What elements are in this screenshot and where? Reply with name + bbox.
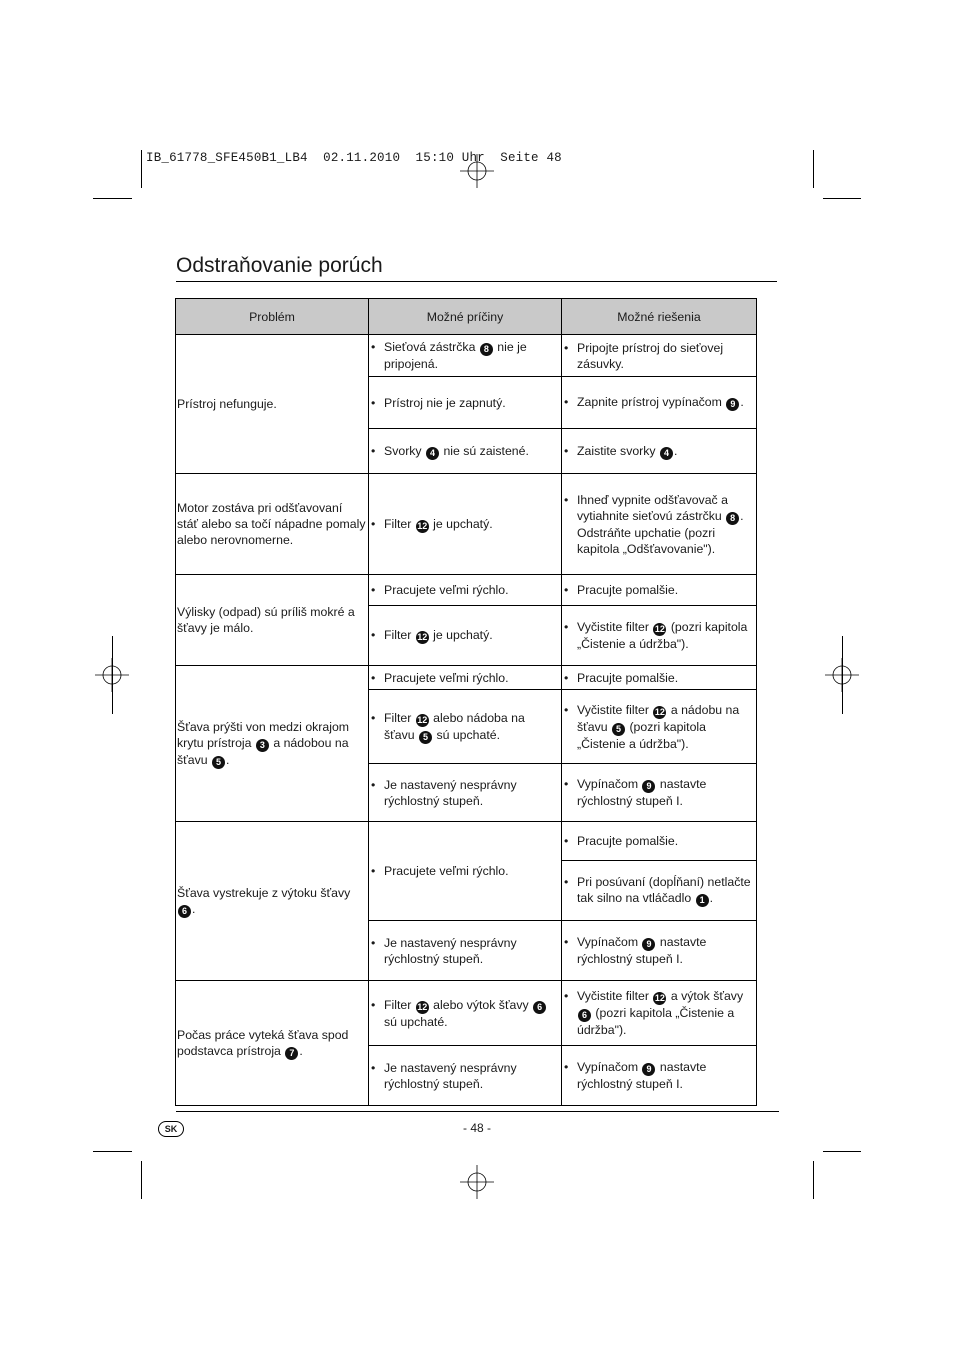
ref-number-icon: 1 bbox=[696, 894, 709, 907]
page-title: Odstraňovanie porúch bbox=[176, 254, 383, 277]
ref-number-icon: 5 bbox=[612, 723, 625, 736]
solution-text: Pracujte pomalšie. bbox=[577, 583, 679, 597]
problem-text: Šťava vystrekuje z výtoku šťavy 6 . bbox=[177, 885, 351, 916]
bullet: • bbox=[371, 583, 376, 597]
print-slug: IB_61778_SFE450B1_LB4 02.11.2010 15:10 Uhr Seite 48 bbox=[146, 151, 562, 165]
problem-cell bbox=[176, 474, 369, 575]
bullet: • bbox=[371, 670, 376, 685]
ref-number-icon: 5 bbox=[419, 731, 432, 744]
table-row bbox=[176, 335, 757, 377]
cause-text: Pracujete veľmi rýchlo. bbox=[384, 864, 509, 878]
table-row bbox=[176, 822, 757, 861]
column-header-problem: Problém bbox=[176, 299, 369, 335]
ref-number-icon: 4 bbox=[426, 447, 439, 460]
ref-number-icon: 12 bbox=[654, 624, 665, 634]
bullet: • bbox=[564, 875, 569, 889]
problem-cell bbox=[176, 981, 369, 1106]
registration-mark-icon bbox=[460, 1165, 494, 1199]
bullet: • bbox=[564, 492, 569, 507]
solution-cell bbox=[562, 822, 757, 861]
table-row bbox=[176, 575, 757, 606]
ref-number-icon: 4 bbox=[660, 447, 673, 460]
crop-mark bbox=[93, 1151, 132, 1152]
solution-cell bbox=[562, 474, 757, 575]
cause-text: Sieťová zástrčka 8 nie je pripojená. bbox=[384, 340, 527, 371]
cause-text: Je nastavený nesprávny rýchlostný stupeň. bbox=[384, 1060, 517, 1091]
cause-cell bbox=[369, 764, 562, 822]
bullet: • bbox=[371, 997, 376, 1012]
cause-cell bbox=[369, 606, 562, 666]
solution-text: Vypínačom 9 nastavte rýchlostný stupeň I. bbox=[577, 777, 707, 808]
cause-text: Filter 12 alebo nádoba na šťavu 5 sú upchaté. bbox=[384, 710, 525, 742]
bullet: • bbox=[371, 864, 376, 878]
ref-number-icon: 12 bbox=[417, 632, 428, 642]
cause-text: Svorky 4 nie sú zaistené. bbox=[384, 443, 529, 458]
cause-cell bbox=[369, 1046, 562, 1106]
solution-text: Ihneď vypnite odšťavovač a vytiahnite sieťovú zástrčku 8 . Odstráňte upchatie (pozri kapitola „Odšťavovanie"). bbox=[577, 492, 744, 556]
crop-mark bbox=[141, 150, 142, 188]
cause-text: Filter 12 je upchatý. bbox=[384, 516, 493, 531]
solution-text: Vypínačom 9 nastavte rýchlostný stupeň I. bbox=[577, 935, 707, 966]
solution-text: Vypínačom 9 nastavte rýchlostný stupeň I. bbox=[577, 1060, 707, 1091]
solution-text: Pri posúvaní (dopĺňaní) netlačte tak silno na vtláčadlo 1 . bbox=[577, 875, 751, 905]
ref-number-icon: 9 bbox=[642, 1063, 655, 1076]
bullet: • bbox=[564, 702, 569, 717]
column-header-causes: Možné príčiny bbox=[369, 299, 562, 335]
cause-cell bbox=[369, 981, 562, 1046]
problem-cell bbox=[176, 822, 369, 981]
crop-mark bbox=[813, 150, 814, 188]
language-badge: SK bbox=[158, 1121, 184, 1137]
problem-cell bbox=[176, 575, 369, 666]
solution-text: Pracujte pomalšie. bbox=[577, 670, 679, 685]
solution-text: Pripojte prístroj do sieťovej zásuvky. bbox=[577, 340, 724, 371]
problem-text: Výlisky (odpad) sú príliš mokré a šťavy je málo. bbox=[177, 605, 355, 635]
bullet: • bbox=[564, 935, 569, 949]
problem-text: Šťava prýšti von medzi okrajom krytu prístroja 3 a nádobou na šťavu 5 . bbox=[177, 719, 350, 767]
solution-cell bbox=[562, 764, 757, 822]
ref-number-icon: 9 bbox=[642, 780, 655, 793]
solution-cell bbox=[562, 606, 757, 666]
crop-mark bbox=[141, 1161, 142, 1199]
solution-cell bbox=[562, 377, 757, 429]
cause-cell bbox=[369, 377, 562, 429]
solution-text: Zaistite svorky 4 . bbox=[577, 443, 678, 458]
crop-mark bbox=[813, 1161, 814, 1199]
registration-mark-icon bbox=[460, 154, 494, 188]
table-row bbox=[176, 981, 757, 1046]
bullet: • bbox=[564, 989, 569, 1003]
solution-cell bbox=[562, 335, 757, 377]
cause-cell bbox=[369, 429, 562, 474]
ref-number-icon: 6 bbox=[178, 905, 191, 918]
cause-cell bbox=[369, 921, 562, 981]
cause-cell bbox=[369, 690, 562, 764]
ref-number-icon: 6 bbox=[578, 1009, 591, 1022]
cause-cell bbox=[369, 666, 562, 690]
column-header-solutions: Možné riešenia bbox=[562, 299, 757, 335]
bullet: • bbox=[564, 834, 569, 848]
ref-number-icon: 12 bbox=[654, 993, 665, 1003]
solution-cell bbox=[562, 575, 757, 606]
problem-cell bbox=[176, 666, 369, 822]
solution-cell bbox=[562, 429, 757, 474]
bullet: • bbox=[371, 1060, 376, 1075]
ref-number-icon: 8 bbox=[480, 343, 493, 356]
solution-text: Pracujte pomalšie. bbox=[577, 834, 679, 848]
ref-number-icon: 5 bbox=[212, 756, 225, 769]
crop-mark bbox=[842, 636, 843, 714]
bullet: • bbox=[371, 516, 376, 531]
bullet: • bbox=[371, 443, 376, 458]
cause-text: Filter 12 alebo výtok šťavy 6 sú upchaté. bbox=[384, 997, 558, 1030]
solution-text: Vyčistite filter 12 (pozri kapitola „Čistenie a údržba"). bbox=[577, 620, 748, 651]
bullet: • bbox=[564, 583, 569, 597]
problem-text: Motor zostáva pri odšťavovaní stáť alebo sa točí nápadne pomaly alebo nerovnomerne. bbox=[177, 501, 366, 547]
ref-number-icon: 12 bbox=[417, 714, 428, 725]
crop-mark bbox=[823, 1151, 861, 1152]
cause-cell bbox=[369, 822, 562, 921]
cause-text: Je nastavený nesprávny rýchlostný stupeň. bbox=[384, 777, 517, 808]
bullet: • bbox=[371, 340, 376, 354]
cause-text: Filter 12 je upchatý. bbox=[384, 628, 493, 642]
crop-mark bbox=[112, 636, 113, 714]
bullet: • bbox=[564, 620, 569, 634]
bullet: • bbox=[371, 935, 376, 950]
table-row bbox=[176, 474, 757, 575]
solution-text: Vyčistite filter 12 a nádobu na šťavu 5 (pozri kapitola „Čistenie a údržba"). bbox=[577, 702, 740, 751]
ref-number-icon: 6 bbox=[533, 1001, 546, 1014]
ref-number-icon: 12 bbox=[417, 520, 428, 531]
bullet: • bbox=[371, 710, 376, 725]
solution-text: Zapnite prístroj vypínačom 9 . bbox=[577, 395, 744, 409]
crop-mark bbox=[93, 198, 132, 199]
cause-cell bbox=[369, 575, 562, 606]
cause-text: Je nastavený nesprávny rýchlostný stupeň. bbox=[384, 935, 517, 966]
bullet: • bbox=[564, 443, 569, 458]
problem-cell bbox=[176, 335, 369, 474]
solution-cell bbox=[562, 690, 757, 764]
ref-number-icon: 7 bbox=[285, 1047, 298, 1060]
bullet: • bbox=[564, 340, 569, 355]
bullet: • bbox=[371, 777, 376, 792]
bullet: • bbox=[564, 777, 569, 791]
bullet: • bbox=[564, 395, 569, 409]
bullet: • bbox=[564, 670, 569, 685]
table-row bbox=[176, 666, 757, 690]
bullet: • bbox=[564, 1060, 569, 1074]
footer-divider bbox=[176, 1111, 779, 1112]
cause-cell bbox=[369, 474, 562, 575]
solution-cell bbox=[562, 861, 757, 921]
solution-cell bbox=[562, 981, 757, 1046]
cause-text: Pracujete veľmi rýchlo. bbox=[384, 583, 509, 597]
crop-mark bbox=[823, 198, 861, 199]
bullet: • bbox=[371, 395, 376, 410]
problem-text: Prístroj nefunguje. bbox=[177, 397, 277, 411]
solution-cell bbox=[562, 921, 757, 981]
bullet: • bbox=[371, 628, 376, 642]
cause-cell bbox=[369, 335, 562, 377]
ref-number-icon: 8 bbox=[726, 512, 739, 525]
ref-number-icon: 3 bbox=[256, 739, 269, 752]
page-number: - 48 - bbox=[462, 1121, 491, 1135]
solution-text: Vyčistite filter 12 a výtok šťavy 6 (pozri kapitola „Čistenie a údržba"). bbox=[577, 989, 744, 1037]
solution-cell bbox=[562, 1046, 757, 1106]
title-divider bbox=[176, 281, 777, 282]
ref-number-icon: 9 bbox=[642, 938, 655, 951]
troubleshooting-table bbox=[175, 298, 757, 1106]
ref-number-icon: 12 bbox=[417, 1001, 428, 1012]
problem-text: Počas práce vyteká šťava spod podstavca prístroja 7 . bbox=[177, 1027, 349, 1058]
ref-number-icon: 9 bbox=[726, 398, 739, 411]
table-header-row bbox=[176, 299, 757, 335]
solution-cell bbox=[562, 666, 757, 690]
ref-number-icon: 12 bbox=[654, 706, 665, 717]
cause-text: Pracujete veľmi rýchlo. bbox=[384, 670, 509, 685]
cause-text: Prístroj nie je zapnutý. bbox=[384, 395, 506, 410]
